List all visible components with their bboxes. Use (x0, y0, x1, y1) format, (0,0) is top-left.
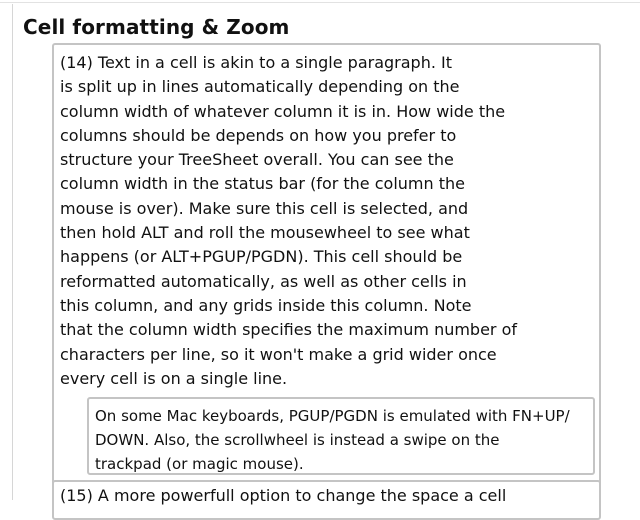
mac-keyboard-note-cell[interactable] (87, 397, 595, 475)
cell-14-text (60, 51, 530, 391)
text-line: column width of whatever column it is in. How wide the (60, 101, 506, 121)
outer-grid-left-border (12, 4, 13, 500)
text-line: characters per line, so it won't make a grid wider once (60, 344, 497, 364)
note-line: trackpad (or magic mouse). (95, 455, 304, 473)
section-title-cell[interactable]: Cell formatting & Zoom (23, 15, 290, 39)
text-line: that the column width specifies the maximum number of (60, 320, 518, 340)
text-line: every cell is on a single line. (60, 368, 288, 388)
text-line: column width in the status bar (for the column the (60, 174, 465, 194)
cell-14[interactable] (52, 43, 601, 488)
text-line: (14) Text in a cell is akin to a single paragraph. It (60, 53, 452, 72)
text-line: mouse is over). Make sure this cell is selected, and (60, 198, 469, 218)
cell-15-text: (15) A more powerfull option to change the space a cell (60, 486, 507, 505)
text-line: reformatted automatically, as well as other cells in (60, 271, 467, 291)
text-line: then hold ALT and roll the mousewheel to see what (60, 223, 470, 243)
text-line: is split up in lines automatically depending on the (60, 77, 460, 97)
text-line: happens (or ALT+PGUP/PGDN). This cell should be (60, 247, 463, 267)
text-line: columns should be depends on how you prefer to (60, 125, 457, 145)
note-text (95, 404, 591, 476)
note-line: DOWN. Also, the scrollwheel is instead a swipe on the (95, 431, 500, 449)
text-line: this column, and any grids inside this column. Note (60, 295, 472, 315)
top-divider (0, 2, 640, 3)
text-line: structure your TreeSheet overall. You can see the (60, 150, 454, 170)
note-line: On some Mac keyboards, PGUP/PGDN is emulated with FN+UP/ (95, 407, 570, 425)
cell-15[interactable] (52, 480, 601, 520)
